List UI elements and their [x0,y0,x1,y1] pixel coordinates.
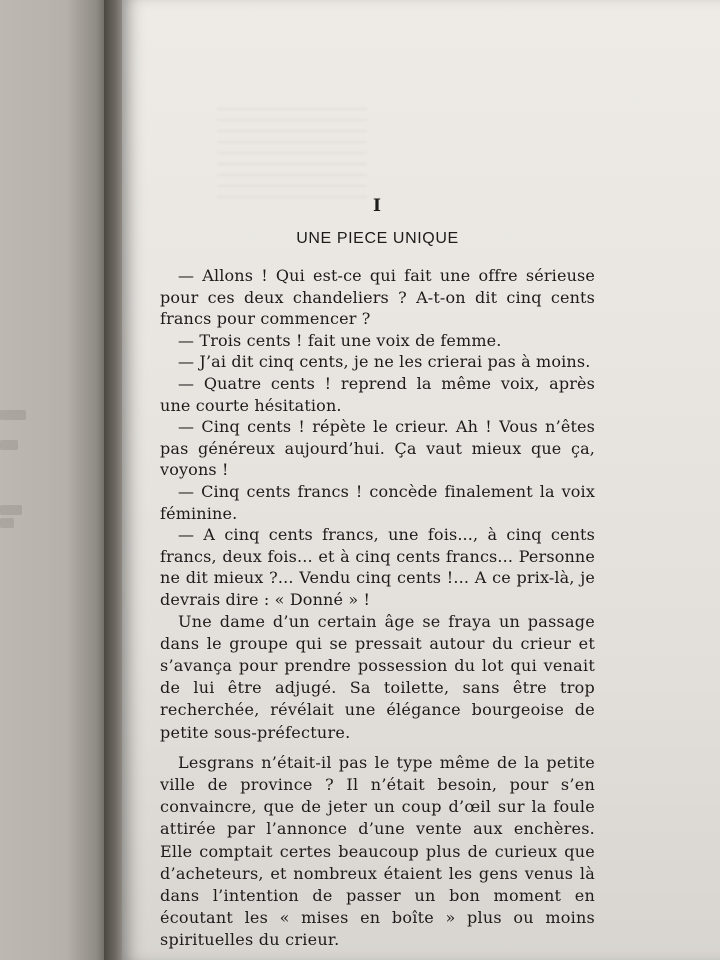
dialogue-paragraph: — Allons ! Qui est-ce qui fait une offre sérieuse pour ces deux chandeliers ? A-t-on dit cinq cents francs pour commencer ? [160,266,595,329]
show-through-text [217,108,367,198]
dialogue-paragraph: — Quatre cents ! reprend la même voix, après une courte hésitation. [160,373,595,415]
chapter-title: UNE PIECE UNIQUE [296,230,459,247]
page-text [160,196,595,952]
dialogue-paragraph: — Trois cents ! fait une voix de femme. [178,330,502,350]
narrative-paragraph: Une dame d’un certain âge se fraya un passage dans le groupe qui se pressait autour du crieur et s’avança pour prendre possession du lot qui venait de lui être adjugé. Sa toilette, sans être trop recherchée, révélait une élégance bourgeoise de petite sous-préfecture. [160,611,595,742]
dialogue-paragraph: — Cinq cents francs ! concède finalement la voix féminine. [160,481,595,523]
ghost-text-mark [0,410,26,420]
dialogue-paragraph: — Cinq cents ! répète le crieur. Ah ! Vous n’êtes pas généreux aujourd’hui. Ça vaut mieux que ça, voyons ! [160,417,595,480]
ghost-text-mark [0,505,22,515]
dialogue-paragraph: — A cinq cents francs, une fois..., à cinq cents francs, deux fois... et à cinq cents francs... Personne ne dit mieux ?... Vendu cinq cents !... A ce prix-là, je devrais dire : « Donné » ! [160,525,595,609]
ghost-text-mark [0,440,18,450]
narrative-paragraph: Lesgrans n’était-il pas le type même de la petite ville de province ? Il n’était besoin, pour s’en convaincre, que de jeter un coup d’œil sur la foule attirée par l’annonce d’une vente aux enchères. Elle comptait certes beaucoup plus de curieux que d’acheteurs, et nombreux étaient les gens venus là dans l’intention de passer un bon moment en écoutant les « mises en boîte » plus ou moins spirituelles du crieur. [160,752,595,950]
dialogue-paragraph: — J’ai dit cinq cents, je ne les crierai pas à moins. [178,352,591,372]
chapter-number: I [373,196,382,216]
ghost-text-mark [0,518,14,528]
left-page-edge [0,0,110,960]
